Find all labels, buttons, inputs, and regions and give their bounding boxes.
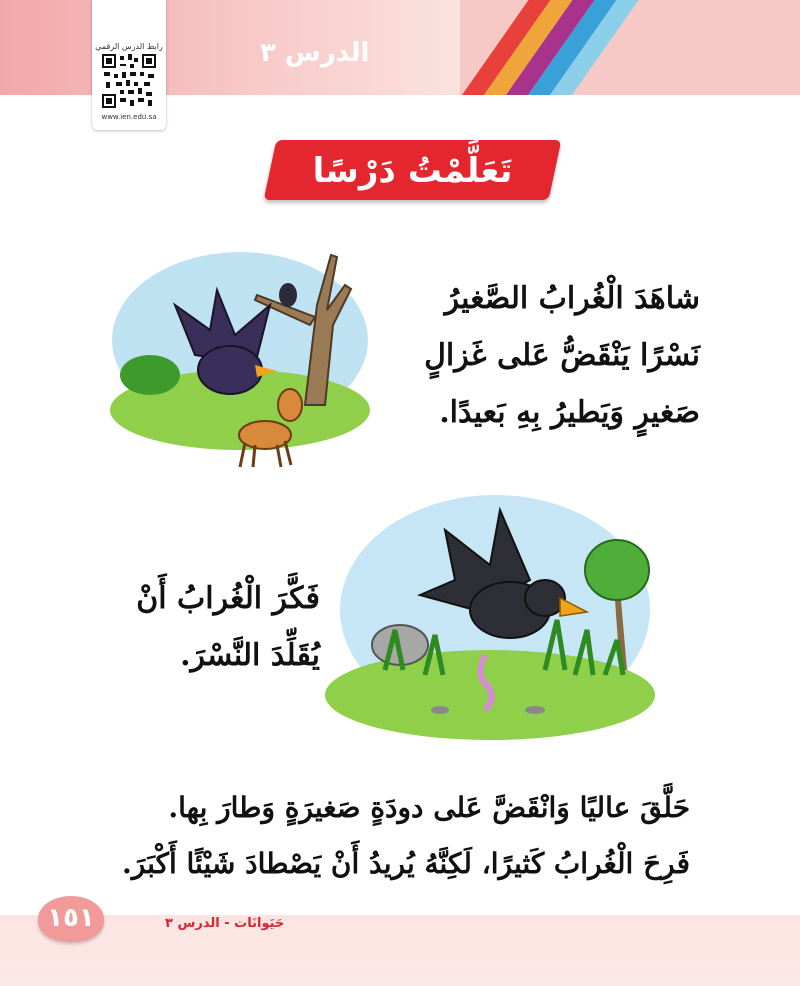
pebble: [525, 706, 545, 714]
tree-leaves: [585, 540, 649, 600]
header-stripes: [450, 0, 650, 95]
qr-code-card[interactable]: [92, 0, 166, 130]
lesson-label: الدرس ٣: [260, 38, 370, 68]
crow-worm-illustration: [325, 470, 655, 740]
story-line: شاهَدَ الْغُرابُ الصَّغيرُ: [444, 281, 700, 316]
footer-band: [0, 915, 800, 986]
story-line: حَلَّقَ عاليًا وَانْقَضَّ عَلى دودَةٍ صَغيرَةٍ وَطارَ بِها.: [168, 791, 690, 824]
small-crow-on-branch: [279, 283, 297, 307]
bush: [120, 355, 180, 395]
header-gradient: [0, 0, 460, 95]
qr-url[interactable]: www.ien.edu.sa: [101, 113, 157, 121]
qr-title: رابط الدرس الرقمي: [95, 42, 163, 51]
story-line: فَكَّرَ الْغُرابُ أَنْ: [136, 581, 320, 616]
eagle-body: [198, 346, 262, 394]
story-line: صَغيرٍ وَيَطيرُ بِهِ بَعيدًا.: [439, 395, 700, 430]
story-line: فَرِحَ الْغُرابُ كَثيرًا، لَكِنَّهُ يُريدُ أَنْ يَصْطادَ شَيْئًا أَكْبَرَ.: [121, 847, 690, 880]
unit-label: حَيَوانَات - الدرس ٣: [165, 916, 285, 931]
crow-head: [525, 580, 565, 616]
crow-eagle-gazelle-illustration: [105, 245, 370, 470]
gazelle-head: [278, 389, 302, 421]
story-paragraph-1: [424, 270, 700, 441]
gazelle-body: [239, 421, 291, 449]
story-line: نَسْرًا يَنْقَضُّ عَلى غَزالٍ: [424, 338, 700, 373]
qr-code-icon[interactable]: [102, 54, 156, 108]
story-line: يُقَلِّدَ النَّسْرَ.: [180, 638, 320, 673]
pebble: [431, 706, 449, 714]
story-paragraph-3: [122, 780, 690, 892]
page-number: ١٥١: [47, 903, 95, 933]
banner-title: تَعَلَّمْتُ دَرْسًا: [312, 151, 513, 191]
story-paragraph-2: [120, 570, 320, 684]
